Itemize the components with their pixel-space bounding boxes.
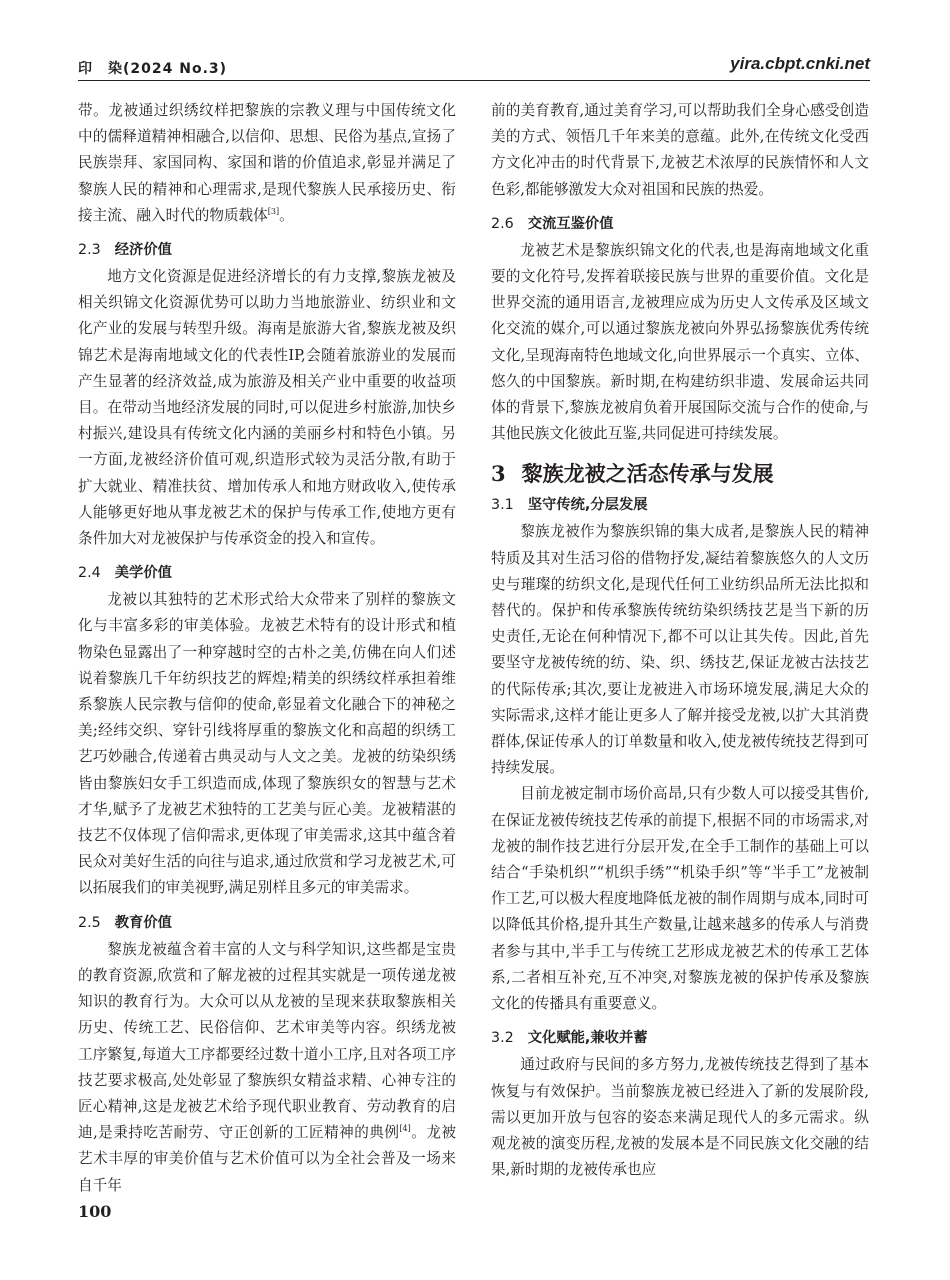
section-number: 3.2 [491,1030,514,1047]
citation[interactable]: [3] [267,206,280,216]
header-rule [78,80,870,81]
section-title: 美学价值 [114,565,172,582]
paragraph: 通过政府与民间的多方努力,龙被传统技艺得到了基本恢复与有效保护。当前黎族龙被已经进入了新的发展阶段,需以更加开放与包容的姿态来满足现代人的多元需求。纵观龙被的演变历程,龙被的发展本是不同民族文化交融的结果,新时期的龙被传承也应 [491,1056,869,1179]
paragraph [78,937,456,1199]
chapter-heading-3 [491,457,869,491]
right-column [491,98,869,1183]
section-heading-3-1 [491,493,869,517]
citation[interactable]: [4] [399,1124,411,1134]
section-title: 教育价值 [114,914,172,931]
paragraph-text: 带。龙被通过织绣纹样把黎族的宗教义理与中国传统文化中的儒释道精神相融合,以信仰、思想、民俗为基点,宣扬了民族崇拜、家国同构、家国和谐的价值追求,彰显并满足了黎族人民的精神和心理需求,是现代黎族人民承接历史、衔接主流、融入时代的物质载体 [78,102,456,224]
paragraph: 目前龙被定制市场价高昂,只有少数人可以接受其售价,在保证龙被传统技艺传承的前提下,根据不同的市场需求,对龙被的制作技艺进行分层开发,在全手工制作的基础上可以结合“手染机织”“机织手绣”“机染手织”等“半手工”龙被制作工艺,可以极大程度地降低龙被的制作周期与成本,同时可以降低其价格,提升其生产数量,让越来越多的传承人与消费者参与其中,半手工与传统工艺形成龙被艺术的传承工艺体系,二者相互补充,互不冲突,对黎族龙被的保护传承及黎族文化的传播具有重要意义。 [491,785,869,1013]
section-title: 文化赋能,兼收并蓄 [527,1030,648,1047]
section-number: 2.4 [78,565,101,582]
paragraph-text: 黎族龙被蕴含着丰富的人文与科学知识,这些都是宝贵的教育资源,欣赏和了解龙被的过程其实就是一项传递龙被知识的教育行为。大众可以从龙被的呈现来获取黎族相关历史、传统工艺、民俗信仰、艺术审美等内容。织绣龙被工序繁复,每道大工序都要经过数十道小工序,且对各项工序技艺要求极高,处处彰显了黎族织女精益求精、心神专注的匠心精神,这是龙被艺术给予现代职业教育、劳动教育的启迪,是秉持吃苦耐劳、守正创新的工匠精神的典例 [78,940,456,1142]
running-header [78,52,870,78]
section-title: 交流互鉴价值 [527,215,614,232]
section-heading-2-4 [78,561,456,585]
paragraph: 黎族龙被作为黎族织锦的集大成者,是黎族人民的精神特质及其对生活习俗的借物抒发,凝结着黎族悠久的人文历史与璀璨的纺织文化,是现代任何工业纺织品所无法比拟和替代的。保护和传承黎族传统纺染织绣技艺是当下新的历史责任,无论在何种情况下,都不可以让其失传。因此,首先要坚守龙被传统的纺、染、织、绣技艺,保证龙被古法技艺的代际传承;其次,要让龙被进入市场环境发展,满足大众的实际需求,这样才能让更多人了解并接受龙被,以扩大其消费群体,保证传承人的订单数量和收入,使龙被传统技艺得到可持续发展。 [491,523,869,777]
chapter-title: 黎族龙被之活态传承与发展 [521,461,774,487]
paragraph-text: 。龙被艺术丰厚的审美价值与艺术价值可以为全社会普及一场来自千年 [78,1124,456,1194]
paragraph: 龙被以其独特的艺术形式给大众带来了别样的黎族文化与丰富多彩的审美体验。龙被艺术特有的设计形式和植物染色显露出了一种穿越时空的古朴之美,仿佛在向人们述说着黎族几千年纺织技艺的辉煌;精美的织绣纹样承担着维系黎族人民宗教与信仰的使命,彰显着文化融合下的神秘之美;经纬交织、穿针引线将厚重的黎族文化和高超的织绣工艺巧妙融合,传递着古典灵动与人文之美。龙被的纺染织绣皆由黎族妇女手工织造而成,体现了黎族织女的智慧与艺术才华,赋予了龙被艺术独特的工艺美与匠心美。龙被精湛的技艺不仅体现了信仰需求,更体现了审美需求,这其中蕴含着民众对美好生活的向往与追求,通过欣赏和学习龙被艺术,可以拓展我们的审美视野,满足别样且多元的审美需求。 [78,591,456,897]
section-title: 经济价值 [114,242,172,259]
section-number: 2.5 [78,914,101,931]
page-number: 100 [78,1202,112,1221]
section-heading-2-3 [78,238,456,262]
section-number: 2.3 [78,242,101,259]
journal-issue: 印 染(2024 No.3) [78,61,228,77]
journal-website[interactable]: yira.cbpt.cnki.net [730,54,870,73]
section-number: 2.6 [491,215,514,232]
paragraph: 地方文化资源是促进经济增长的有力支撑,黎族龙被及相关织锦文化资源优势可以助力当地旅游业、纺织业和文化产业的发展与转型升级。海南是旅游大省,黎族龙被及织锦艺术是海南地域文化的代表性IP,会随着旅游业的发展而产生显著的经济效益,成为旅游及相关产业中重要的收益项目。在带动当地经济发展的同时,可以促进乡村旅游,加快乡村振兴,建设具有传统文化内涵的美丽乡村和特色小镇。另一方面,龙被经济价值可观,织造形式较为灵活分散,有助于扩大就业、精准扶贫、增加传承人和地方财政收入,使传承人能够更好地从事龙被艺术的保护与传承工作,使地方更有条件加大对龙被保护与传承资金的投入和宣传。 [78,268,456,548]
section-heading-2-5 [78,911,456,935]
chapter-number: 3 [491,461,506,487]
paragraph [78,98,456,229]
section-number: 3.1 [491,497,514,514]
section-title: 坚守传统,分层发展 [527,497,648,514]
paragraph: 前的美育教育,通过美育学习,可以帮助我们全身心感受创造美的方式、领悟几千年来美的意蕴。此外,在传统文化受西方文化冲击的时代背景下,龙被艺术浓厚的民族情怀和人文色彩,都能够激发大众对祖国和民族的热爱。 [491,102,869,198]
paragraph: 龙被艺术是黎族织锦文化的代表,也是海南地域文化重要的文化符号,发挥着联接民族与世界的重要价值。文化是世界交流的通用语言,龙被理应成为历史人文传承及区域文化交流的媒介,可以通过黎族龙被向外界弘扬黎族优秀传统文化,呈现海南特色地域文化,向世界展示一个真实、立体、悠久的中国黎族。新时期,在构建纺织非遗、发展命运共同体的背景下,黎族龙被肩负着开展国际交流与合作的使命,与其他民族文化彼此互鉴,共同促进可持续发展。 [491,241,869,443]
paragraph-text: 。 [279,206,294,224]
section-heading-3-2 [491,1026,869,1050]
section-heading-2-6 [491,212,869,236]
left-column [78,98,456,1199]
